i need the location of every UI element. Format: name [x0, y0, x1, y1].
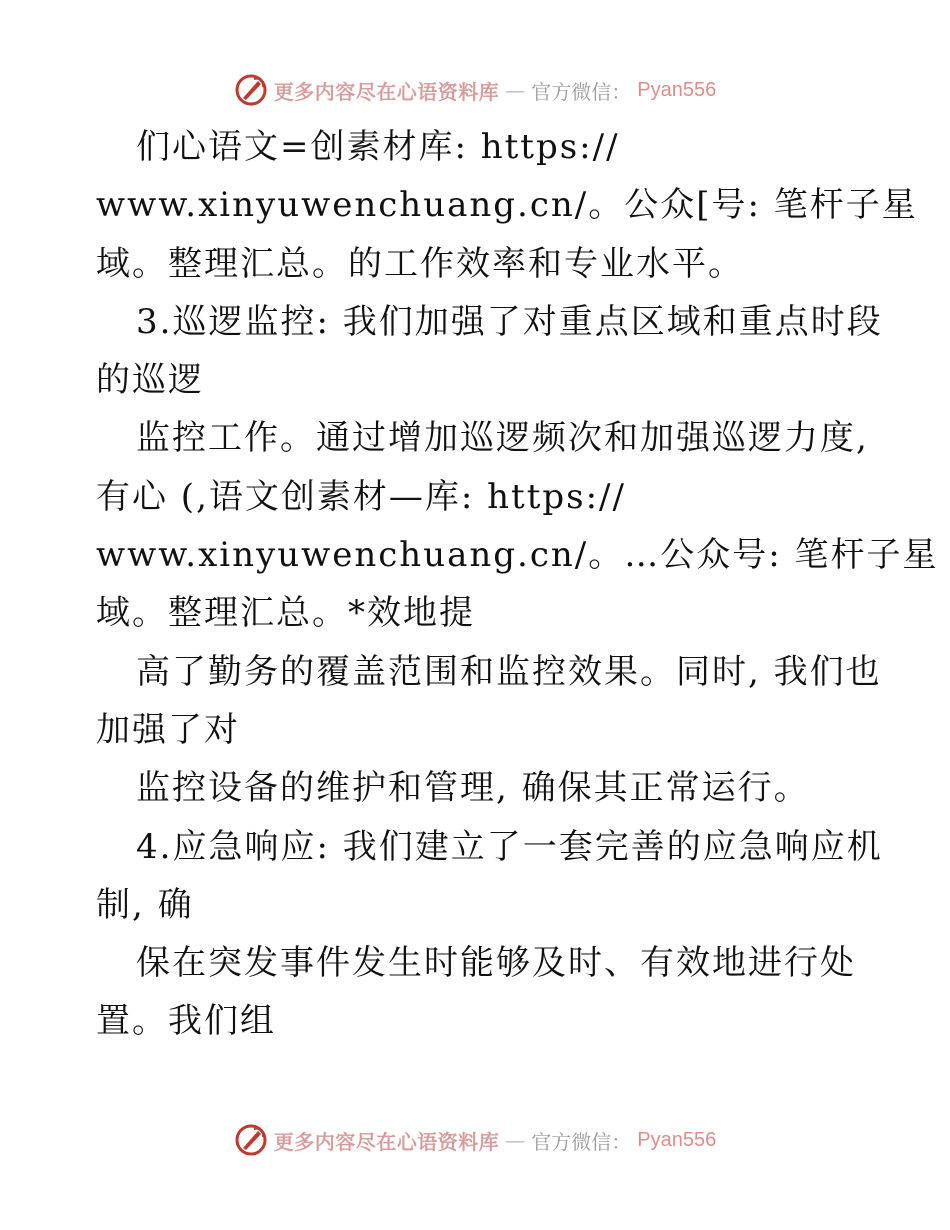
watermark-brand-text: 更多内容尽在心语资料库 — [273, 79, 500, 104]
text-line: 域。整理汇总。的工作效率和专业水平。 — [96, 243, 744, 284]
footer-watermark — [0, 1120, 950, 1160]
text-line: 高了勤务的覆盖范围和监控效果。同时, 我们也 — [136, 651, 882, 692]
document-body — [96, 118, 939, 1051]
text-line: 保在突发事件发生时能够及时、有效地进行处 — [136, 943, 856, 984]
watermark-wechat-account: Pyan556 — [637, 78, 717, 101]
text-line: 域。整理汇总。*效地提 — [96, 593, 475, 634]
watermark-wechat-account: Pyan556 — [637, 1128, 717, 1151]
quill-logo-icon — [234, 1123, 268, 1157]
header-watermark — [0, 70, 950, 110]
text-line: 置。我们组 — [96, 1001, 276, 1042]
watermark-separator: — — [505, 1128, 526, 1152]
text-line: 监控设备的维护和管理, 确保其正常运行。 — [136, 768, 810, 809]
watermark-brand-text: 更多内容尽在心语资料库 — [273, 1129, 500, 1154]
watermark-separator: — — [505, 78, 526, 102]
text-line: 们心语文=创素材库: https:// — [136, 127, 620, 167]
text-line: 有心 (,语文创素材—库: https:// — [96, 476, 626, 517]
quill-logo-icon — [234, 73, 268, 107]
text-line: 制, 确 — [96, 884, 194, 925]
watermark-wechat-label: 官方微信： — [531, 1129, 632, 1154]
text-line: 的巡逻 — [96, 360, 204, 401]
text-line: 3.巡逻监控: 我们加强了对重点区域和重点时段 — [136, 301, 883, 342]
watermark-wechat-label: 官方微信： — [531, 79, 632, 104]
text-line: 监控工作。通过增加巡逻频次和加强巡逻力度, — [136, 418, 869, 459]
text-line: 4.应急响应: 我们建立了一套完善的应急响应机 — [136, 826, 883, 867]
text-line: www.xinyuwenchuang.cn/。公众[号: 笔杆子星 — [96, 185, 918, 226]
text-line: www.xinyuwenchuang.cn/。…公众号: 笔杆子星 — [96, 535, 939, 576]
text-line: 加强了对 — [96, 709, 240, 750]
